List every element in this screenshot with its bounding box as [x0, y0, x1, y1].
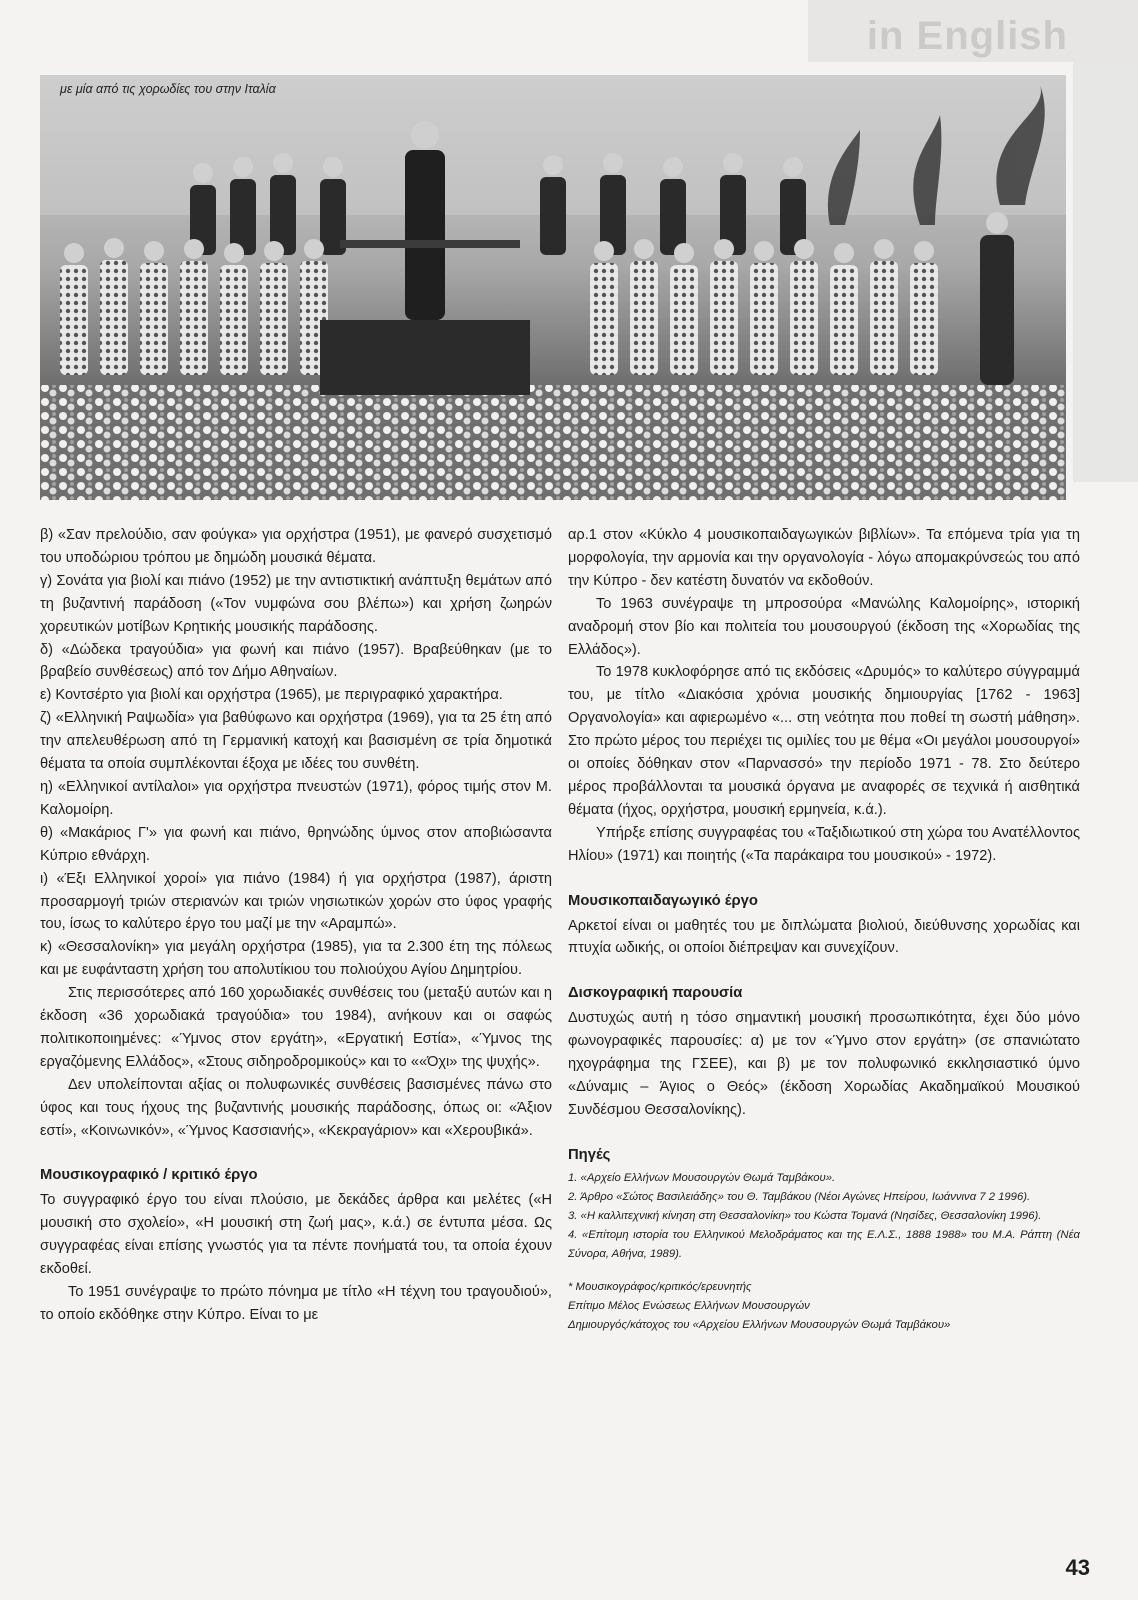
books-paragraph-4: Υπήρξε επίσης συγγραφέας του «Ταξιδιωτικού στη χώρα του Ανατέλλοντος Ηλίου» (1971) και ποιητής («Τα παράκαιρα του μουσικού» - 1972). [568, 824, 1080, 864]
sources-list [568, 1169, 1080, 1264]
works-item-i: ι) «Έξι Ελληνικοί χοροί» για πιάνο (1984) ή για ορχήστρα (1987), άριστη προσαρμογή τριών στεριανών και τριών νησιωτικών χορών στο ύφος γραφής του, ίσως το καλύτερο έργο του μαζί με την «Αραμπώ». [40, 870, 552, 933]
books-paragraph-2: Το 1963 συνέγραψε τη μπροσούρα «Μανώλης Καλομοίρης», ιστορική αναδρομή στον βίο και πολιτεία του μουσουργού (έκδοση της «Χορωδίας της Ελλάδος»). [568, 595, 1080, 658]
works-item-f: ζ) «Ελληνική Ραψωδία» για βαθύφωνο και ορχήστρα (1969), για τα 25 έτη από την απελευθέρωση από τη Γερμανική κατοχή και βασισμένη σε τρία δημοτικά θέματα τα οποία συμπλέκονται έξοχα με ιδέες του συνθέτη. [40, 710, 552, 773]
photo-caption: με μία από τις χορωδίες του στην Ιταλία [60, 82, 276, 96]
source-item: 4. «Επίτομη ιστορία του Ελληνικού Μελοδράματος και της Ε.Λ.Σ., 1888 1988» του Μ.Α. Ράπτη (Νέα Σύνορα, Αθήνα, 1989). [568, 1228, 1080, 1260]
signature-line: * Μουσικογράφος/κριτικός/ερευνητής [568, 1280, 752, 1293]
works-item-d: δ) «Δώδεκα τραγούδια» για φωνή και πιάνο (1957). Βραβεύθηκαν (με το βραβείο συνθέσεως) από τον Δήμο Αθηναίων. [40, 641, 552, 681]
pedagogy-paragraph: Αρκετοί είναι οι μαθητές του με διπλώματα βιολιού, διεύθυνσης χορωδίας και πτυχία ωδικής, οι οποίοι διέπρεψαν και συνεχίζουν. [568, 917, 1080, 957]
section-heading-pedagogy: Μουσικοπαιδαγωγικό έργο [568, 892, 758, 909]
right-column [568, 524, 1080, 1335]
books-paragraph-1: αρ.1 στον «Κύκλο 4 μουσικοπαιδαγωγικών βιβλίων». Τα επόμενα τρία για τη μορφολογία, την αρμονία και την οργανολογία - λόγω απομακρύνσεώς του από την Κύπρο - δεν κατέστη δυνατόν να εκδοθούν. [568, 527, 1080, 589]
source-item: 2. Άρθρο «Σώτος Βασιλειάδης» του Θ. Ταμβάκου (Νέοι Αγώνες Ηπείρου, Ιωάννινα 7 2 1996). [568, 1190, 1031, 1203]
section-heading-discography: Δισκογραφική παρουσία [568, 985, 743, 1002]
works-item-h: θ) «Μακάριος Γ'» για φωνή και πιάνο, θρηνώδης ύμνος στον αποβιώσαντα Κύπριο εθνάρχη. [40, 824, 552, 864]
signature-line: Δημιουργός/κάτοχος του «Αρχείου Ελλήνων Μουσουργών Θωμά Ταμβάκου» [568, 1318, 951, 1331]
page-number: 43 [1065, 1555, 1090, 1580]
left-column [40, 524, 552, 1327]
bleed-through-title: in English [866, 14, 1068, 58]
signature-line: Επίτιμο Μέλος Ενώσεως Ελλήνων Μουσουργών [568, 1299, 810, 1312]
polyphonic-works-paragraph: Δεν υπολείπονται αξίας οι πολυφωνικές συνθέσεις βασισμένες πάνω στο ύφος και τους ήχους της βυζαντινής μουσικής παράδοσης, όπως οι: «Άξιον εστί», «Κοινωνικόν», «Ύμνος Κασσιανής», «Κεκραγάριον» και «Χερουβικά». [40, 1076, 552, 1139]
source-item: 1. «Αρχείο Ελλήνων Μουσουργών Θωμά Ταμβάκου». [568, 1171, 836, 1184]
author-signature [568, 1278, 1080, 1335]
discography-paragraph: Δυστυχώς αυτή η τόσο σημαντική μουσική προσωπικότητα, έχει δύο μόνο φωνογραφικές παρουσίες: α) με τον «Ύμνο στον εργάτη» (σε σπανιώτατο ηχογράφημα της ΓΣΕΕ), και β) με τον πολυφωνικό εκκλησιαστικό ύμνο «Δύναμις – Άγιος ο Θεός» (έκδοση Χορωδίας Ακαδημαϊκού Μουσικού Συνδέσμου Θεσσαλονίκης). [568, 1010, 1080, 1118]
works-item-c: γ) Σονάτα για βιολί και πιάνο (1952) με την αντιστικτική ανάπτυξη θεμάτων από τη βυζαντινή παράδοση («Τον νυμφώνα σου βλέπω») και χρήση ζωηρών χορευτικών μοτίβων Κρητικής μουσικής παράδοσης. [40, 572, 552, 635]
bleed-through-side [1073, 62, 1138, 482]
source-item: 3. «Η καλλιτεχνική κίνηση στη Θεσσαλονίκη» του Κώστα Τομανά (Νησίδες, Θεσσαλονίκη 1996). [568, 1209, 1042, 1222]
choir-photo-illustration [40, 75, 1066, 500]
choral-works-paragraph: Στις περισσότερες από 160 χορωδιακές συνθέσεις του (μεταξύ αυτών και η έκδοση «36 χορωδιακά τραγούδια» του 1984), ανήκουν και οι σαφώς πολιτικοποιημένες: «Ύμνος στον εργάτη», «Εργατική Εστία», «Ύμνος της εργαζόμενης Ελλάδος», «Στους σιδηροδρομικούς» και το ««Όχι» της ψυχής». [40, 985, 552, 1070]
section-heading-writing: Μουσικογραφικό / κριτικό έργο [40, 1167, 258, 1184]
works-item-k: κ) «Θεσσαλονίκη» για μεγάλη ορχήστρα (1985), για τα 2.300 έτη της πόλεως και με ευφάνταστη χρήση του απολυτίκιου του πολιούχου Αγίου Δημητρίου. [40, 939, 552, 979]
works-item-g: η) «Ελληνικοί αντίλαλοι» για ορχήστρα πνευστών (1971), φόρος τιμής στον Μ. Καλομοίρη. [40, 778, 552, 818]
writing-paragraph-2: Το 1951 συνέγραψε το πρώτο πόνημα με τίτλο «Η τέχνη του τραγουδιού», το οποίο εκδόθηκε στην Κύπρο. Είναι το με [40, 1284, 552, 1323]
works-item-e: ε) Κοντσέρτο για βιολί και ορχήστρα (1965), με περιγραφικό χαρακτήρα. [40, 687, 503, 704]
section-heading-sources: Πηγές [568, 1146, 611, 1163]
bleed-through-header [808, 0, 1138, 62]
choir-photo [40, 75, 1066, 500]
books-paragraph-3: Το 1978 κυκλοφόρησε από τις εκδόσεις «Δρυμός» το καλύτερο σύγγραμμά του, με τίτλο «Διακόσια χρόνια μουσικής δημιουργίας [1762 - 1963] Οργανολογία» και αφιερωμένο «... στη νεότητα που ποθεί τη σωστή μάθηση». Στο πρώτο μέρος του περιέχει τις ομιλίες του με θέμα «Οι μεγάλοι μουσουργοί» οι οποίες δόθηκαν στον «Παρνασσό» την περίοδο 1971 - 78. Στο δεύτερο μέρος προβάλλονται τα μουσικά όργανα με αναφορές σε τεχνικά ή αισθητικά θέματα (ήχος, ορχήστρα, μουσική ερμηνεία, κ.ά.). [568, 664, 1080, 818]
works-item-b: β) «Σαν πρελούδιο, σαν φούγκα» για ορχήστρα (1951), με φανερό συσχετισμό του υποδώριου τρόπου με δημώδη μουσικά θέματα. [40, 527, 552, 566]
writing-paragraph-1: Το συγγραφικό έργο του είναι πλούσιο, με δεκάδες άρθρα και μελέτες («Η μουσική στο σχολείο», «Η μουσική στη ζωή μας», κ.ά.) σε έντυπα μέσα. Ως συγγραφέας είναι επίσης γνωστός για τα πέντε πονήματά του, τα οποία έχουν εκδοθεί. [40, 1192, 552, 1278]
